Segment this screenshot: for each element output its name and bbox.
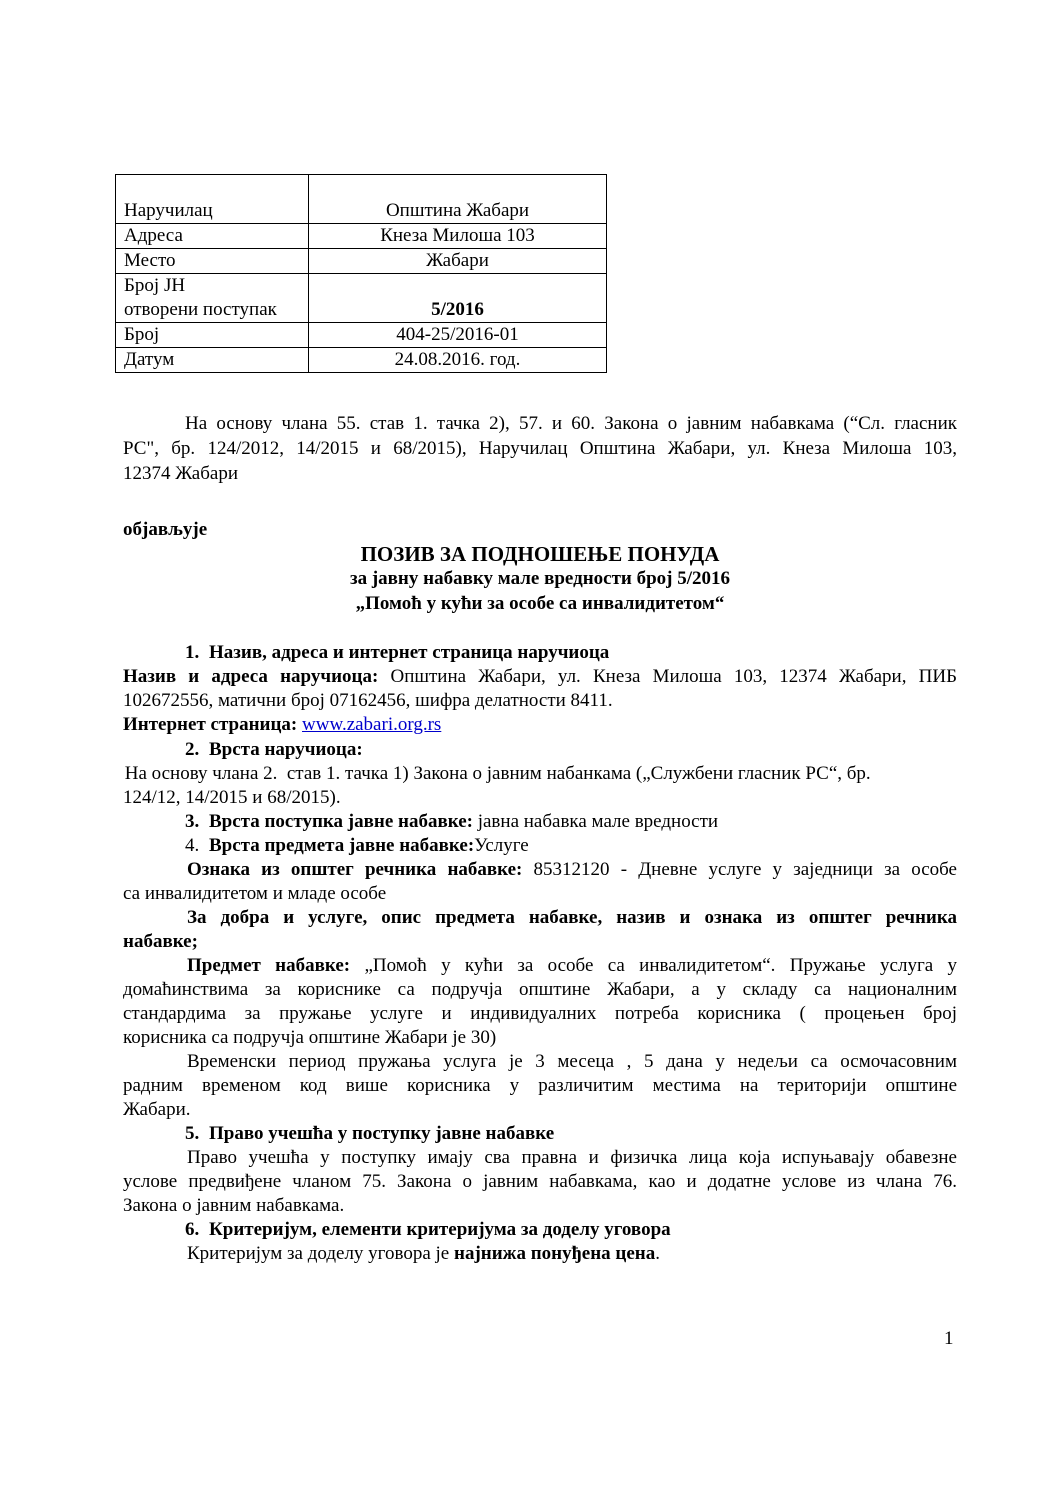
section-heading-text: Врста поступка јавне набавке: — [209, 811, 473, 832]
section-number: 5. — [185, 1123, 200, 1144]
table-value: 24.08.2016. год. — [309, 348, 607, 373]
section-4-line — [123, 834, 957, 858]
section-6-heading — [123, 1218, 957, 1242]
page-title: ПОЗИВ ЗА ПОДНОШЕЊЕ ПОНУДА — [360, 542, 720, 566]
section-2-line: На основу члана 2. став 1. тачка 1) Закона о јавним набанкама („Службени гласник РС“, бр. — [120, 763, 871, 784]
website-link[interactable]: www.zabari.org.rs — [302, 714, 442, 735]
intro-line: РС", бр. 124/2012, 14/2015 и 68/2015), Наручилац Општина Жабари, ул. Кнеза Милоша 103, — [123, 438, 957, 459]
table-label: Место — [116, 249, 309, 274]
section-5-line: Закона о јавним набавкама. — [123, 1195, 345, 1216]
subject-line: стандардима за пружање услуге и индивидуалних потреба корисника ( процењен број — [123, 1003, 957, 1024]
section-heading-text: Врста предмета јавне набавке: — [209, 835, 475, 856]
section-6-bold: најнижа понуђена цена — [454, 1243, 656, 1264]
table-value: 404-25/2016-01 — [309, 323, 607, 348]
table-row — [116, 348, 607, 373]
table-label: Број — [116, 323, 309, 348]
section-6-text: Критеријум за доделу уговора је — [187, 1243, 454, 1264]
subject-line: домаћинствима за кориснике са подручја општине Жабари, а у складу са националним — [123, 979, 957, 1000]
section-5-line: услове предвиђене чланом 75. Закона о јавним набавкама, као и додатне услове из члана 76. — [123, 1171, 957, 1192]
cpv-line: са инвалидитетом и младе особе — [123, 883, 387, 904]
table-row — [116, 323, 607, 348]
cpv-line — [123, 858, 957, 882]
buyer-name-text: Општина Жабари, ул. Кнеза Милоша 103, 12374 Жабари, ПИБ — [378, 666, 957, 687]
subject-text: „Помоћ у кући за особе са инвалидитетом“. Пружање услуга у — [350, 955, 957, 976]
subtitle — [123, 592, 957, 616]
subject-line — [123, 954, 957, 978]
section-number: 1. — [185, 642, 200, 663]
website-label: Интернет страница: — [123, 714, 298, 735]
page-number: 1 — [944, 1328, 954, 1349]
table-row — [116, 274, 607, 323]
section-number: 2. — [185, 739, 200, 760]
subject-line: корисника са подручја општине Жабари је 30) — [123, 1027, 497, 1048]
buyer-name-label: Назив и адреса наручиоца: — [123, 666, 379, 687]
period-line: радним временом код више корисника у различитим местима на територији општине — [123, 1075, 957, 1096]
table-label: Датум — [116, 348, 309, 373]
table-label: Адреса — [116, 224, 309, 249]
section-1-heading — [123, 641, 957, 665]
table-row — [116, 175, 607, 224]
table-label-line: Број ЈН — [124, 275, 186, 296]
table-value: Општина Жабари — [309, 175, 607, 224]
procurement-info-table — [115, 174, 607, 373]
section-number: 3. — [185, 811, 200, 832]
subject-label: Предмет набавке: — [187, 955, 351, 976]
subtitle-text: „Помоћ у кући за особе са инвалидитетом“ — [355, 593, 725, 614]
table-row — [116, 224, 607, 249]
intro-line: 12374 Жабари — [123, 463, 239, 484]
cpv-text: 85312120 - Дневне услуге у заједници за особе — [522, 859, 957, 880]
period-line: Временски период пружања услуга је 3 месеца , 5 дана у недељи са осмочасовним — [187, 1051, 957, 1072]
description-heading-text: За добра и услуге, опис предмета набавке, назив и ознака из општег речника — [187, 907, 957, 928]
subtitle — [123, 567, 957, 591]
section-heading-text: Врста наручиоца: — [209, 739, 363, 760]
publishes-label: објављује — [123, 519, 208, 540]
section-6-line — [123, 1242, 957, 1266]
section-5-heading — [123, 1122, 957, 1146]
subtitle-text: за јавну набавку мале вредности број 5/2016 — [349, 568, 731, 589]
description-heading — [123, 930, 957, 954]
period-line: Жабари. — [123, 1099, 191, 1120]
section-3-text: јавна набавка мале вредности — [472, 811, 719, 832]
buyer-name-line: 102672556, матични број 07162456, шифра делатности 8411. — [123, 690, 613, 711]
cpv-label: Ознака из општег речника набавке: — [187, 859, 523, 880]
publishes-text — [123, 518, 957, 542]
table-label-line: отворени поступак — [124, 299, 277, 320]
table-row — [116, 249, 607, 274]
table-value: Кнеза Милоша 103 — [309, 224, 607, 249]
table-label: Наручилац — [116, 175, 309, 224]
section-2-line: 124/12, 14/2015 и 68/2015). — [123, 787, 341, 808]
table-value: Жабари — [309, 249, 607, 274]
section-number: 4. — [185, 835, 200, 856]
section-4-text: Услуге — [474, 835, 529, 856]
section-heading-text: Критеријум, елементи критеријума за доделу уговора — [209, 1219, 671, 1240]
section-number: 6. — [185, 1219, 200, 1240]
description-heading-text: набавке; — [123, 931, 198, 952]
section-5-line: Право учешћа у поступку имају сва правна и физичка лица која испуњавају обавезне — [187, 1147, 957, 1168]
website-line — [123, 713, 957, 737]
table-value: 5/2016 — [309, 274, 607, 323]
intro-line: На основу члана 55. став 1. тачка 2), 57. и 60. Закона о јавним набавкама (“Сл. гласник — [185, 413, 957, 434]
section-6-end: . — [655, 1243, 661, 1264]
section-heading-text: Право учешћа у поступку јавне набавке — [209, 1123, 555, 1144]
buyer-name-line — [123, 665, 957, 689]
section-2-heading — [123, 738, 957, 762]
section-3-line — [123, 810, 957, 834]
section-heading-text: Назив, адреса и интернет страница наручиоца — [209, 642, 610, 663]
table-label — [116, 274, 309, 323]
description-heading — [123, 906, 957, 930]
